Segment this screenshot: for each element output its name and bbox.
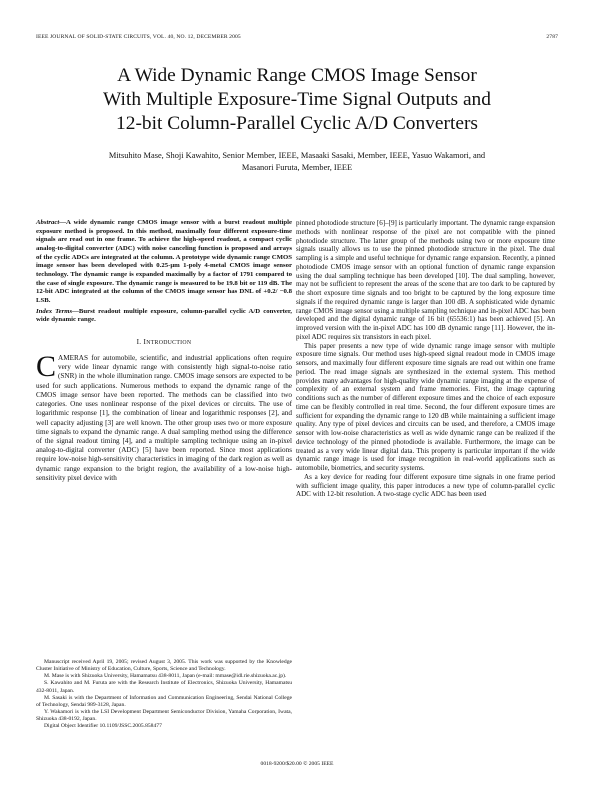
- paper-title: [40, 64, 554, 136]
- intro-paragraph-1: [36, 350, 292, 483]
- right-paragraph-2: This paper presents a new type of wide dynamic range image sensor with multiple exposure time signals. Our method uses high-speed signal readout mode in CMOS image sensors, and maximally four different exposure time signals are read out within one frame period. The read image signals are synthesized in the external system. This method provides many advantages for high-quality wide dynamic range imaging at the expense of complexity of an external system and frame memories. First, the image capturing conditions such as the number of different exposure times and the choice of each exposure time can be flexibly controlled in real time. Second, the four different exposure times are sufficient for expanding the dynamic range to 120 dB while maintaining a sufficient image quality. Any type of pixel devices and circuits can be used, and therefore, a CMOS image sensor with low-noise characteristics as well as wide dynamic range can be realized if the device technology of the pinned photodiode is available. Furthermore, the image can be treated as a very wide linear digital data. This property is particular important if the wide dynamic range image is used for image recognition in real-world applications such as automobile, biometrics, and security systems.: [296, 341, 555, 472]
- footnote-wakamori: Y. Wakamori is with the LSI Development Department Semiconductor Division, Yamaha Corporation, Iwata, Shizuoka 438-0192, Japan.: [36, 709, 292, 723]
- abstract: [36, 219, 292, 306]
- title-line-2: With Multiple Exposure-Time Signal Outputs and: [103, 89, 491, 110]
- section-heading: [36, 338, 292, 348]
- footnotes: [36, 659, 292, 731]
- right-paragraph-3: As a key device for reading four different exposure time signals in one frame period with sufficient image quality, this paper introduces a new type of column-parallel cyclic ADC with 12-bit resolution. A two-stage cyclic ADC has been used: [296, 472, 555, 499]
- introduction-body: [36, 350, 292, 483]
- journal-info: IEEE JOURNAL OF SOLID-STATE CIRCUITS, VOL. 40, NO. 12, DECEMBER 2005: [36, 34, 241, 40]
- section-number: I.: [136, 337, 142, 346]
- footnote-sasaki: M. Sasaki is with the Department of Information and Communication Engineering, Sendai National College of Technology, Sendai 989-3128, Japan.: [36, 694, 292, 708]
- page-number: 2787: [546, 34, 558, 40]
- section-title-first: I: [143, 337, 147, 346]
- copyright-footer: 0018-9200/$20.00 © 2005 IEEE: [260, 761, 334, 767]
- index-terms-label: Index Terms—: [36, 307, 79, 315]
- intro-paragraph-1-text: AMERAS for automobile, scientific, and industrial applications often require very wide linear dynamic range with consistently high signal-to-noise ratio (SNR) in the whole illumination range. CMOS image sensors are expected to be used for such applications. Numerous methods to expand the dynamic range of the CMOS image sensor have been reported. The methods can be classified into two categories. One uses nonlinear response of the pixel devices or circuits. The use of logarithmic response [1], the combination of linear and logarithmic responses [2], and well capacity adjusting [3] are well known. The other group uses two or more exposure time signals to expand the dynamic range. A dual sampling method using the difference of the signal readout timing [4], and a multiple sampling technique using an in-pixel analog-to-digital converter (ADC) [5] have been reported. Since most applications require low-noise high-sensitivity characteristics in imaging of the dark region as well as dynamic range expansion to the bright region, the availability of a low-noise high-sensitivity pixel device with: [36, 354, 292, 482]
- left-column: [36, 219, 292, 483]
- section-title-rest: NTRODUCTION: [146, 339, 192, 346]
- abstract-text: A wide dynamic range CMOS image sensor with a burst readout multiple exposure method is proposed. In this method, maximally four different exposure-time signals are read out in one frame. To achieve the high-speed readout, a compact cyclic analog-to-digital converter (ADC) with noise canceling function is proposed and arrays of the cyclic ADCs are integrated at the column. A prototype wide dynamic range CMOS image sensor has been developed with 0.25-μm 1-poly 4-metal CMOS image sensor technology. The dynamic range is expanded maximally by a factor of 1791 compared to the case of single exposure. The dynamic range is measured to be 19.8 bit or 119 dB. The 12-bit ADC integrated at the column of the CMOS image sensor has DNL of +0.2/ −0.8 LSB.: [36, 219, 292, 304]
- author-list: [40, 150, 554, 173]
- title-line-3: 12-bit Column-Parallel Cyclic A/D Converters: [116, 113, 478, 134]
- title-line-1: A Wide Dynamic Range CMOS Image Sensor: [117, 65, 477, 86]
- abstract-label: Abstract—: [36, 219, 67, 226]
- footnote-doi: Digital Object Identifier 10.1109/JSSC.2005.858477: [44, 723, 162, 730]
- footnote-manuscript: Manuscript received April 19, 2005; revised August 3, 2005. This work was supported by the Knowledge Cluster Initiative of Ministry of Education, Culture, Sports, Science and Technology.: [36, 659, 292, 673]
- footnote-mase: M. Mase is with Shizuoka University, Hamamatsu 438-8011, Japan (e-mail: mmase@idl.rie.shizuoka.ac.jp).: [44, 673, 287, 680]
- drop-cap: C: [36, 350, 57, 384]
- index-terms: [36, 308, 292, 325]
- right-paragraph-1: pinned photodiode structure [6]–[9] is particularly important. The dynamic range expansion methods with nonlinear response of the pixel are not compatible with the pinned photodiode structure. The latter group of the methods using two or more exposure time signals usually allows us to use the pinned photodiode structure in the pixel. The dual sampling is a simple and useful technique for dynamic range expansion. Recently, a pinned photodiode CMOS image sensor with an optional function of dynamic range expansion using the dual sampling technique has been developed [10]. The dual sampling, however, may not be sufficient to represent the areas of the scene that are too dark to be captured by the short exposure time signals and too bright to be captured by the long exposure time signals if the required dynamic range is larger than 100 dB. A sophisticated wide dynamic range CMOS image sensor using a multiple sampling technique and in-pixel ADC has been developed and the digital dynamic range of 16 bit (65536:1) has been achieved [5]. An improved version with the in-pixel ADC has 100 dB dynamic range [11]. However, the in-pixel ADC requires six transistors in each pixel.: [296, 219, 555, 341]
- right-column: [296, 219, 555, 499]
- authors-line-1: Mitsuhito Mase, Shoji Kawahito, Senior Member, IEEE, Masaaki Sasaki, Member, IEEE, Yasuo Wakamori, and: [108, 151, 486, 160]
- footnote-kawahito-furuta: S. Kawahito and M. Furuta are with the Research Institute of Electronics, Shizuoka University, Hamamatsu 432-8011, Japan.: [36, 680, 292, 694]
- running-header: [36, 34, 558, 44]
- index-terms-text: Burst readout multiple exposure, column-parallel cyclic A/D converter, wide dynamic range.: [36, 307, 292, 324]
- authors-line-2: Masanori Furuta, Member, IEEE: [241, 162, 353, 172]
